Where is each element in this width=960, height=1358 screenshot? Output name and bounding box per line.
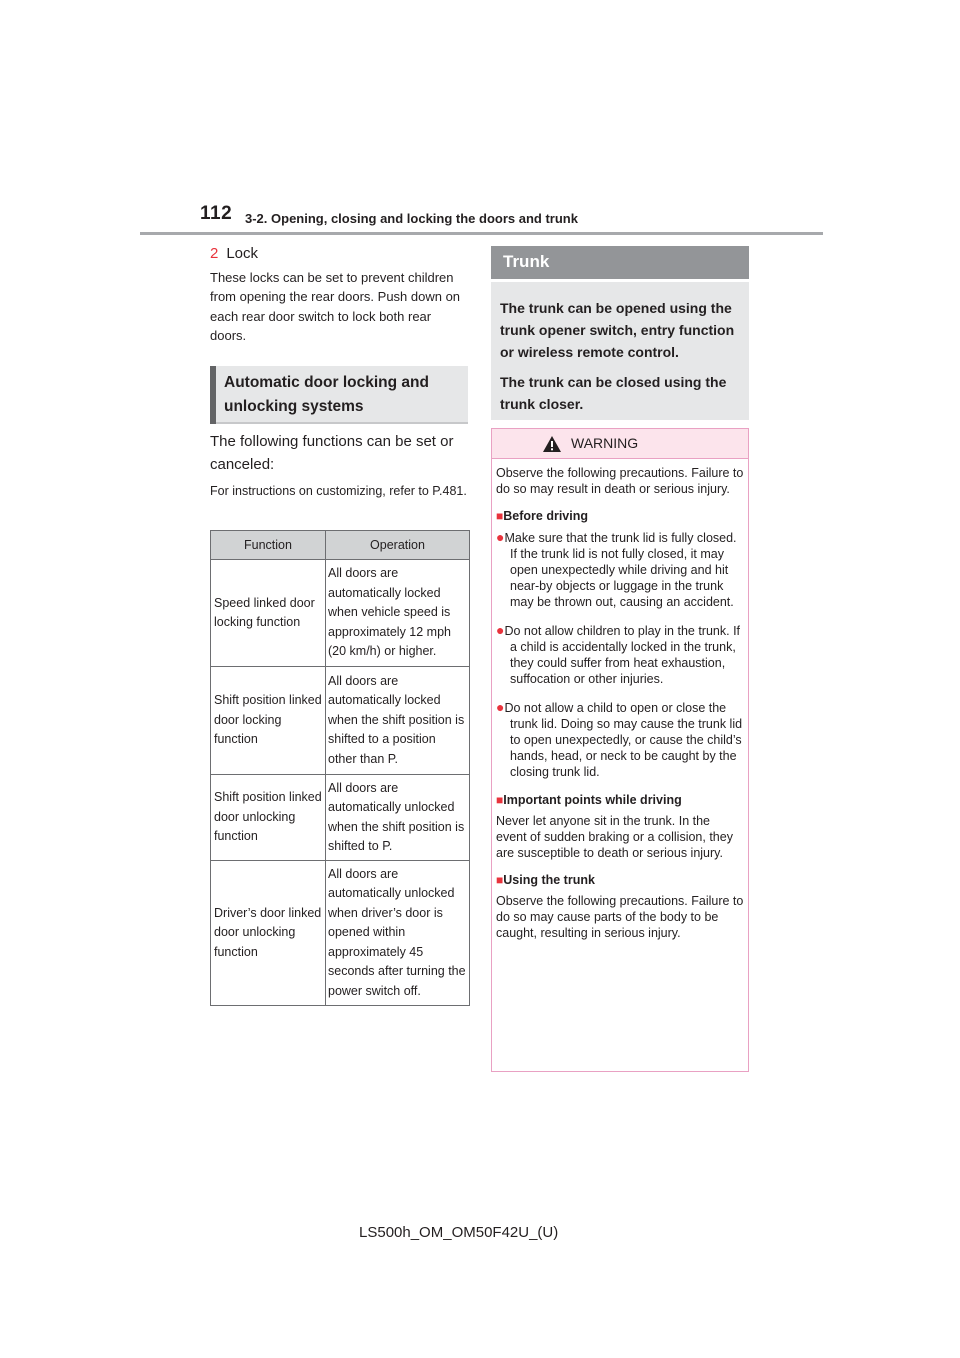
warning-intro: Observe the following precautions. Failure to do so may result in death or serious injury. <box>496 466 744 496</box>
trunk-section-header <box>491 246 749 279</box>
table-cell-function: Shift position linked door locking function <box>211 667 326 775</box>
trunk-open-text: The trunk can be opened using the trunk opener switch, entry function or wireless remote control. <box>500 300 735 360</box>
functions-table <box>210 530 470 1006</box>
warning-section-heading: ■Before driving <box>496 509 588 523</box>
warning-section-text: Observe the following precautions. Failure to do so may cause parts of the body to be caught, resulting in serious injury. <box>496 894 744 940</box>
warning-bullet: ●Make sure that the trunk lid is fully closed. If the trunk lid is not fully closed, it may open unexpectedly while driving and hit near-by objects or luggage in the trunk may be thrown out, causing an accident. <box>496 529 737 609</box>
circle-bullet-icon: ● <box>496 699 505 715</box>
table-row <box>211 667 470 775</box>
warning-section-text: Never let anyone sit in the trunk. In the event of sudden braking or a collision, they are susceptible to death or serious injury. <box>496 814 733 860</box>
square-bullet-icon: ■ <box>496 873 504 887</box>
page-number: 112 <box>200 203 233 224</box>
section-title: 3-2. Opening, closing and locking the doors and trunk <box>245 211 578 226</box>
intro-text: The following functions can be set or canceled: <box>210 433 454 473</box>
table-cell-operation: All doors are automatically unlocked when driver’s door is opened within approximately 45 seconds after turning the power switch off. <box>326 861 470 1006</box>
table-cell-operation: All doors are automatically locked when vehicle speed is approximately 12 mph (20 km/h) or higher. <box>326 560 470 667</box>
table-cell-function: Driver’s door linked door unlocking function <box>211 861 326 1006</box>
table-row <box>211 775 470 861</box>
warning-bullet: ●Do not allow a child to open or close the trunk lid. Doing so may cause the trunk lid to open unexpectedly, or cause the child’s hands, head, or neck to be caught by the closing trunk lid. <box>496 699 743 779</box>
table-header-function: Function <box>211 531 326 560</box>
step-title: Lock <box>226 245 259 262</box>
table-cell-operation: All doors are automatically unlocked when the shift position is shifted to P. <box>326 775 470 861</box>
reference-text: For instructions on customizing, refer to P.481. <box>210 484 467 498</box>
warning-section-heading: ■Important points while driving <box>496 793 682 807</box>
warning-bullet: ●Do not allow children to play in the trunk. If a child is accidentally locked in the trunk, they could suffer from heat exhaustion, suffocation or other injuries. <box>496 622 741 686</box>
circle-bullet-icon: ● <box>496 529 505 545</box>
trunk-section-title: Trunk <box>503 252 550 271</box>
square-bullet-icon: ■ <box>496 509 504 523</box>
warning-header <box>492 429 748 459</box>
square-bullet-icon: ■ <box>496 793 504 807</box>
trunk-summary-box <box>491 282 749 420</box>
table-header-operation: Operation <box>326 531 470 560</box>
warning-icon <box>542 435 562 453</box>
table-cell-function: Shift position linked door unlocking function <box>211 775 326 861</box>
header-divider <box>140 232 823 235</box>
circle-bullet-icon: ● <box>496 622 505 638</box>
subheading-box <box>210 366 468 424</box>
warning-section-heading: ■Using the trunk <box>496 873 595 887</box>
step-heading <box>210 245 258 262</box>
trunk-close-text: The trunk can be closed using the trunk closer. <box>500 374 727 412</box>
table-row <box>211 560 470 667</box>
warning-box <box>491 428 749 1072</box>
table-cell-operation: All doors are automatically locked when the shift position is shifted to a position other than P. <box>326 667 470 775</box>
table-row <box>211 861 470 1006</box>
warning-body <box>492 459 748 941</box>
step-description: These locks can be set to prevent children from opening the rear doors. Push down on each rear door switch to lock both rear doors. <box>210 270 461 343</box>
subheading-accent-bar <box>210 366 216 424</box>
subheading-text: Automatic door locking and unlocking systems <box>224 374 429 415</box>
table-cell-function: Speed linked door locking function <box>211 560 326 667</box>
document-code: LS500h_OM_OM50F42U_(U) <box>359 1224 559 1241</box>
warning-title: WARNING <box>571 435 639 451</box>
table-header-row <box>211 531 470 560</box>
step-number: 2 <box>210 245 219 262</box>
